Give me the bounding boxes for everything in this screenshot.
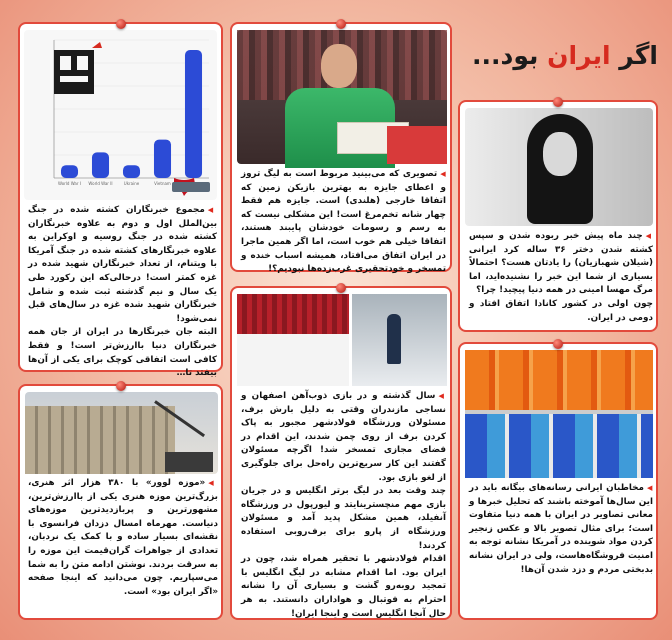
chart-corner-badge xyxy=(172,182,210,192)
card-portrait-para-1: چند ماه پیش خبر ربوده شدن و سپس کشته شدن دختر ۳۶ ساله کرد ایرانی (شیلان شهبازیان) را یادتان هست؟ احتمالاً بسیاری از شما این خبر را نشنیده‌اید، اما مرگ مهسا امینی در همه دنیا پیچید! چرا؟ xyxy=(469,231,653,296)
museum-building xyxy=(25,406,175,474)
goalkeeper-photo xyxy=(237,30,447,164)
card-snow xyxy=(230,286,452,620)
chart-tick-label: World War II xyxy=(88,181,113,186)
snow-pitch-photo xyxy=(237,294,447,386)
card-goalkeeper-para: تصویری که می‌بینید مربوط است به لیگ تروز و اعطای جایزه به بهترین بازیکن زمین که اتفاقا خارجی (هلندی) است. جایزه هم فقط چهار شانه تخم‌مرغ است! این مشکلی نیست که به رسم و رسومات خودشان پایبند هستند، اتفاقا خیلی هم خوب است، اما اگر همین ماجرا در ایران اتفاق می‌افتاد، همیشه اسباب خنده و تمسخر و خودتحقیری غرب‌زده‌ها نبودیم؟! xyxy=(241,169,446,275)
detergent-photo xyxy=(465,350,653,478)
pin-icon xyxy=(553,339,563,349)
card-portrait xyxy=(458,100,658,332)
chart-bar xyxy=(154,140,171,178)
card-detergent xyxy=(458,342,658,620)
card-snow-para-1: سال گذشته و در بازی ذوب‌آهن اصفهان و نساجی مازندران وقتی به دلیل بارش برف، مسئولان ورزشگاه فولادشهر مجبور به پاک کردن برف از روی چمن شدند، این اقدام در فضای مجازی تمسخر شد! اگرچه مسئولان گفتند این کار سریع‌ترین راه‌حل برای جلوگیری از لغو بازی بود. xyxy=(241,391,446,483)
chart-tick-label: World War I xyxy=(58,181,81,186)
card-journalists-text: ◀مجموع خبرنگاران کشته شده در جنگ بین‌الملل اول و دوم به علاوه خبرنگاران کشته شده در جنگ روسیه و اوکراین به علاوه خبرنگارهای کشته شده در جنگ آمریکا با ویتنام، از تعداد خبرنگاران شهید شده در غزه کمتر است! درحالی‌که این رکورد طی یک سال و نیم گذشته ثبت شده و شامل خبرنگاران شهید شده غزه در سال‌های قبل نمی‌شود! البته جان خبرنگارها در ایران از جان همه خبرنگاران دنیا باارزش‌تر است! و فقط کافی است اتفاقی کوچک برای یکی از آن‌ها بیفتد تا… xyxy=(28,204,217,381)
shelf-bottom-bottles xyxy=(465,414,653,478)
card-goalkeeper xyxy=(230,22,452,275)
card-detergent-para: مخاطبان ایرانی رسانه‌های بیگانه باید در این سال‌ها آموخته باشند که تحلیل خبرها و معانی تصاویر در ایران با همه دنیا متفاوت است؛ برای مثال تصویر بالا و عکس زنجیر کردن مواد شوینده در آمریکا نشانه توجه به امنیت فروشگاه‌هاست، ولی در ایران نشانه بدبختی مردم و دزد شدن آن‌ها! xyxy=(469,483,653,575)
pin-icon xyxy=(336,283,346,293)
card-detergent-text: ◀مخاطبان ایرانی رسانه‌های بیگانه باید در این سال‌ها آموخته باشند که تحلیل خبرها و معانی تصاویر در ایران با همه دنیا متفاوت است؛ برای مثال تصویر بالا و عکس زنجیر کردن مواد شوینده در آمریکا نشانه توجه به امنیت فروشگاه‌هاست، ولی در ایران نشانه بدبختی مردم و دزد شدن آن‌ها! xyxy=(469,483,653,575)
stadium-stands xyxy=(237,294,349,334)
chart-bar xyxy=(185,50,202,178)
pin-icon xyxy=(116,381,126,391)
headline-word-iran: ایران xyxy=(547,41,611,70)
face xyxy=(543,132,577,176)
chart-illustration xyxy=(24,30,217,200)
chart-svg xyxy=(24,30,217,200)
headline-word-3: بود... xyxy=(472,41,539,70)
card-portrait-text: ◀چند ماه پیش خبر ربوده شدن و سپس کشته شدن دختر ۳۶ ساله کرد ایرانی (شیلان شهبازیان) را یادتان هست؟ احتمالاً بسیاری از شما این خبر را نشنیده‌اید، اما مرگ مهسا امینی در همه دنیا پیچید! چرا؟ چون اولی در کشور کانادا اتفاق افتاد و دومی در ایران. xyxy=(469,230,653,325)
snowy-field xyxy=(237,334,349,386)
worker-with-shovel xyxy=(387,314,401,364)
card-goalkeeper-text: ◀تصویری که می‌بینید مربوط است به لیگ تروز و اعطای جایزه به بهترین بازیکن زمین که اتفاقا خارجی (هلندی) است. جایزه هم فقط چهار شانه تخم‌مرغ است! این مشکلی نیست که به رسم و رسومات خودشان پایبند هستند، اتفاقا خیلی هم خوب است، اما اگر همین ماجرا در ایران اتفاق می‌افتاد، همیشه اسباب خنده و تمسخر و خودتحقیری غرب‌زده‌ها نبودیم؟! xyxy=(241,169,447,275)
headline-word-1: اگر xyxy=(619,41,658,70)
card-journalists xyxy=(18,22,223,379)
card-museum-text: ◀«موزه لوور» با ۳۸۰ هزار اثر هنری، بزرگ‌ترین موزه هنری یکی از باارزش‌ترین، مشهورترین و پربازدیدترین موزه‌های دنیاست. مهرماه امسال دزدان فرانسوی با نقشه‌ای بسیار ساده و با کمک یک نردبان، تعدادی از جواهرات گران‌قیمت این موزه را به سرقت بردند. نوشتن ادامه متن را به شما می‌سپاریم. چون می‌دانید که اینجا صفحه «اگر ایران بود» است. xyxy=(28,478,218,597)
pin-icon xyxy=(553,97,563,107)
card-journalists-para-1: مجموع خبرنگاران کشته شده در جنگ بین‌الملل اول و دوم به علاوه خبرنگاران کشته شده در جنگ روسیه و اوکراین به علاوه خبرنگارهای کشته شده در جنگ آمریکا با ویتنام، از تعداد خبرنگاران شهید شده در غزه کمتر است! درحالی‌که این رکورد طی یک سال و نیم گذشته ثبت شده و شامل خبرنگاران شهید شده غزه در سال‌های قبل نمی‌شود! xyxy=(28,205,217,324)
chart-tick-label: Vietnam xyxy=(154,181,171,186)
chart-bar xyxy=(61,165,78,178)
card-journalists-para-2: البته جان خبرنگارها در ایران از جان همه خبرنگاران دنیا باارزش‌تر است! و فقط کافی است اتفاقی کوچک برای یکی از آن‌ها بیفتد تا… xyxy=(28,327,217,379)
chart-bar xyxy=(92,152,109,178)
card-portrait-para-2: چون اولی در کشور کانادا اتفاق افتاد و دومی در ایران. xyxy=(469,298,653,323)
red-sign xyxy=(387,126,447,164)
truck xyxy=(165,452,213,472)
page-headline xyxy=(470,30,660,82)
chart-bar xyxy=(123,165,140,178)
card-snow-para-3: اقدام فولادشهر با تحقیر همراه شد، چون در ایران بود. اما اقدام مشابه در لیگ انگلیس با تمجید روبه‌رو گشت و بسیاری آن را نشانه احترام به فوتبال و هواداران دانستند. به هر حال آنجا انگلیس است و اینجا ایران! xyxy=(241,554,446,619)
museum-photo xyxy=(25,392,218,474)
shelf-top-bottles xyxy=(465,350,653,410)
card-snow-para-2: چند وقت بعد در لیگ برتر انگلیس و در جریان بازی مهم منچسترینایتد و لیورپول در ورزشگاه آنفیلد، همین مشکل پدید آمد و مسئولان ورزشگاه از پارو برای برف‌روبی استفاده کردند! xyxy=(241,486,446,551)
pin-icon xyxy=(336,19,346,29)
woman-photo xyxy=(465,108,653,226)
pin-icon xyxy=(116,19,126,29)
card-snow-text: ◀سال گذشته و در بازی ذوب‌آهن اصفهان و نساجی مازندران وقتی به دلیل بارش برف، مسئولان ورزشگاه فولادشهر مجبور به پاک کردن برف از روی چمن شدند، این اقدام در فضای مجازی تمسخر شد! اگرچه مسئولان گفتند این کار سریع‌ترین راه‌حل برای جلوگیری از لغو بازی بود. چند وقت بعد در لیگ برتر انگلیس و در جریان بازی مهم منچسترینایتد و لیورپول در ورزشگاه آنفیلد، همین مشکل پدید آمد و مسئولان ورزشگاه از پارو برای برف‌روبی استفاده کردند! اقدام فولادشهر با تحقیر همراه شد، چون در ایران بود. اما اقدام مشابه در لیگ انگلیس با تمجید روبه‌رو گشت و بسیاری آن را نشانه احترام به فوتبال و هواداران دانستند. به هر حال آنجا انگلیس است و اینجا ایران! xyxy=(241,390,446,621)
card-museum xyxy=(18,384,223,620)
player-head xyxy=(321,44,357,88)
card-museum-para: «موزه لوور» با ۳۸۰ هزار اثر هنری، بزرگ‌ترین موزه هنری یکی از باارزش‌ترین، مشهورترین و پربازدیدترین موزه‌های دنیاست. مهرماه امسال دزدان فرانسوی با نقشه‌ای بسیار ساده و با کمک یک نردبان، تعدادی از جواهرات گران‌قیمت این موزه را به سرقت بردند. نوشتن ادامه متن را به شما می‌سپاریم. چون می‌دانید که اینجا صفحه «اگر ایران بود» است. xyxy=(28,478,218,597)
chart-tick-label: Ukraine xyxy=(123,181,140,186)
